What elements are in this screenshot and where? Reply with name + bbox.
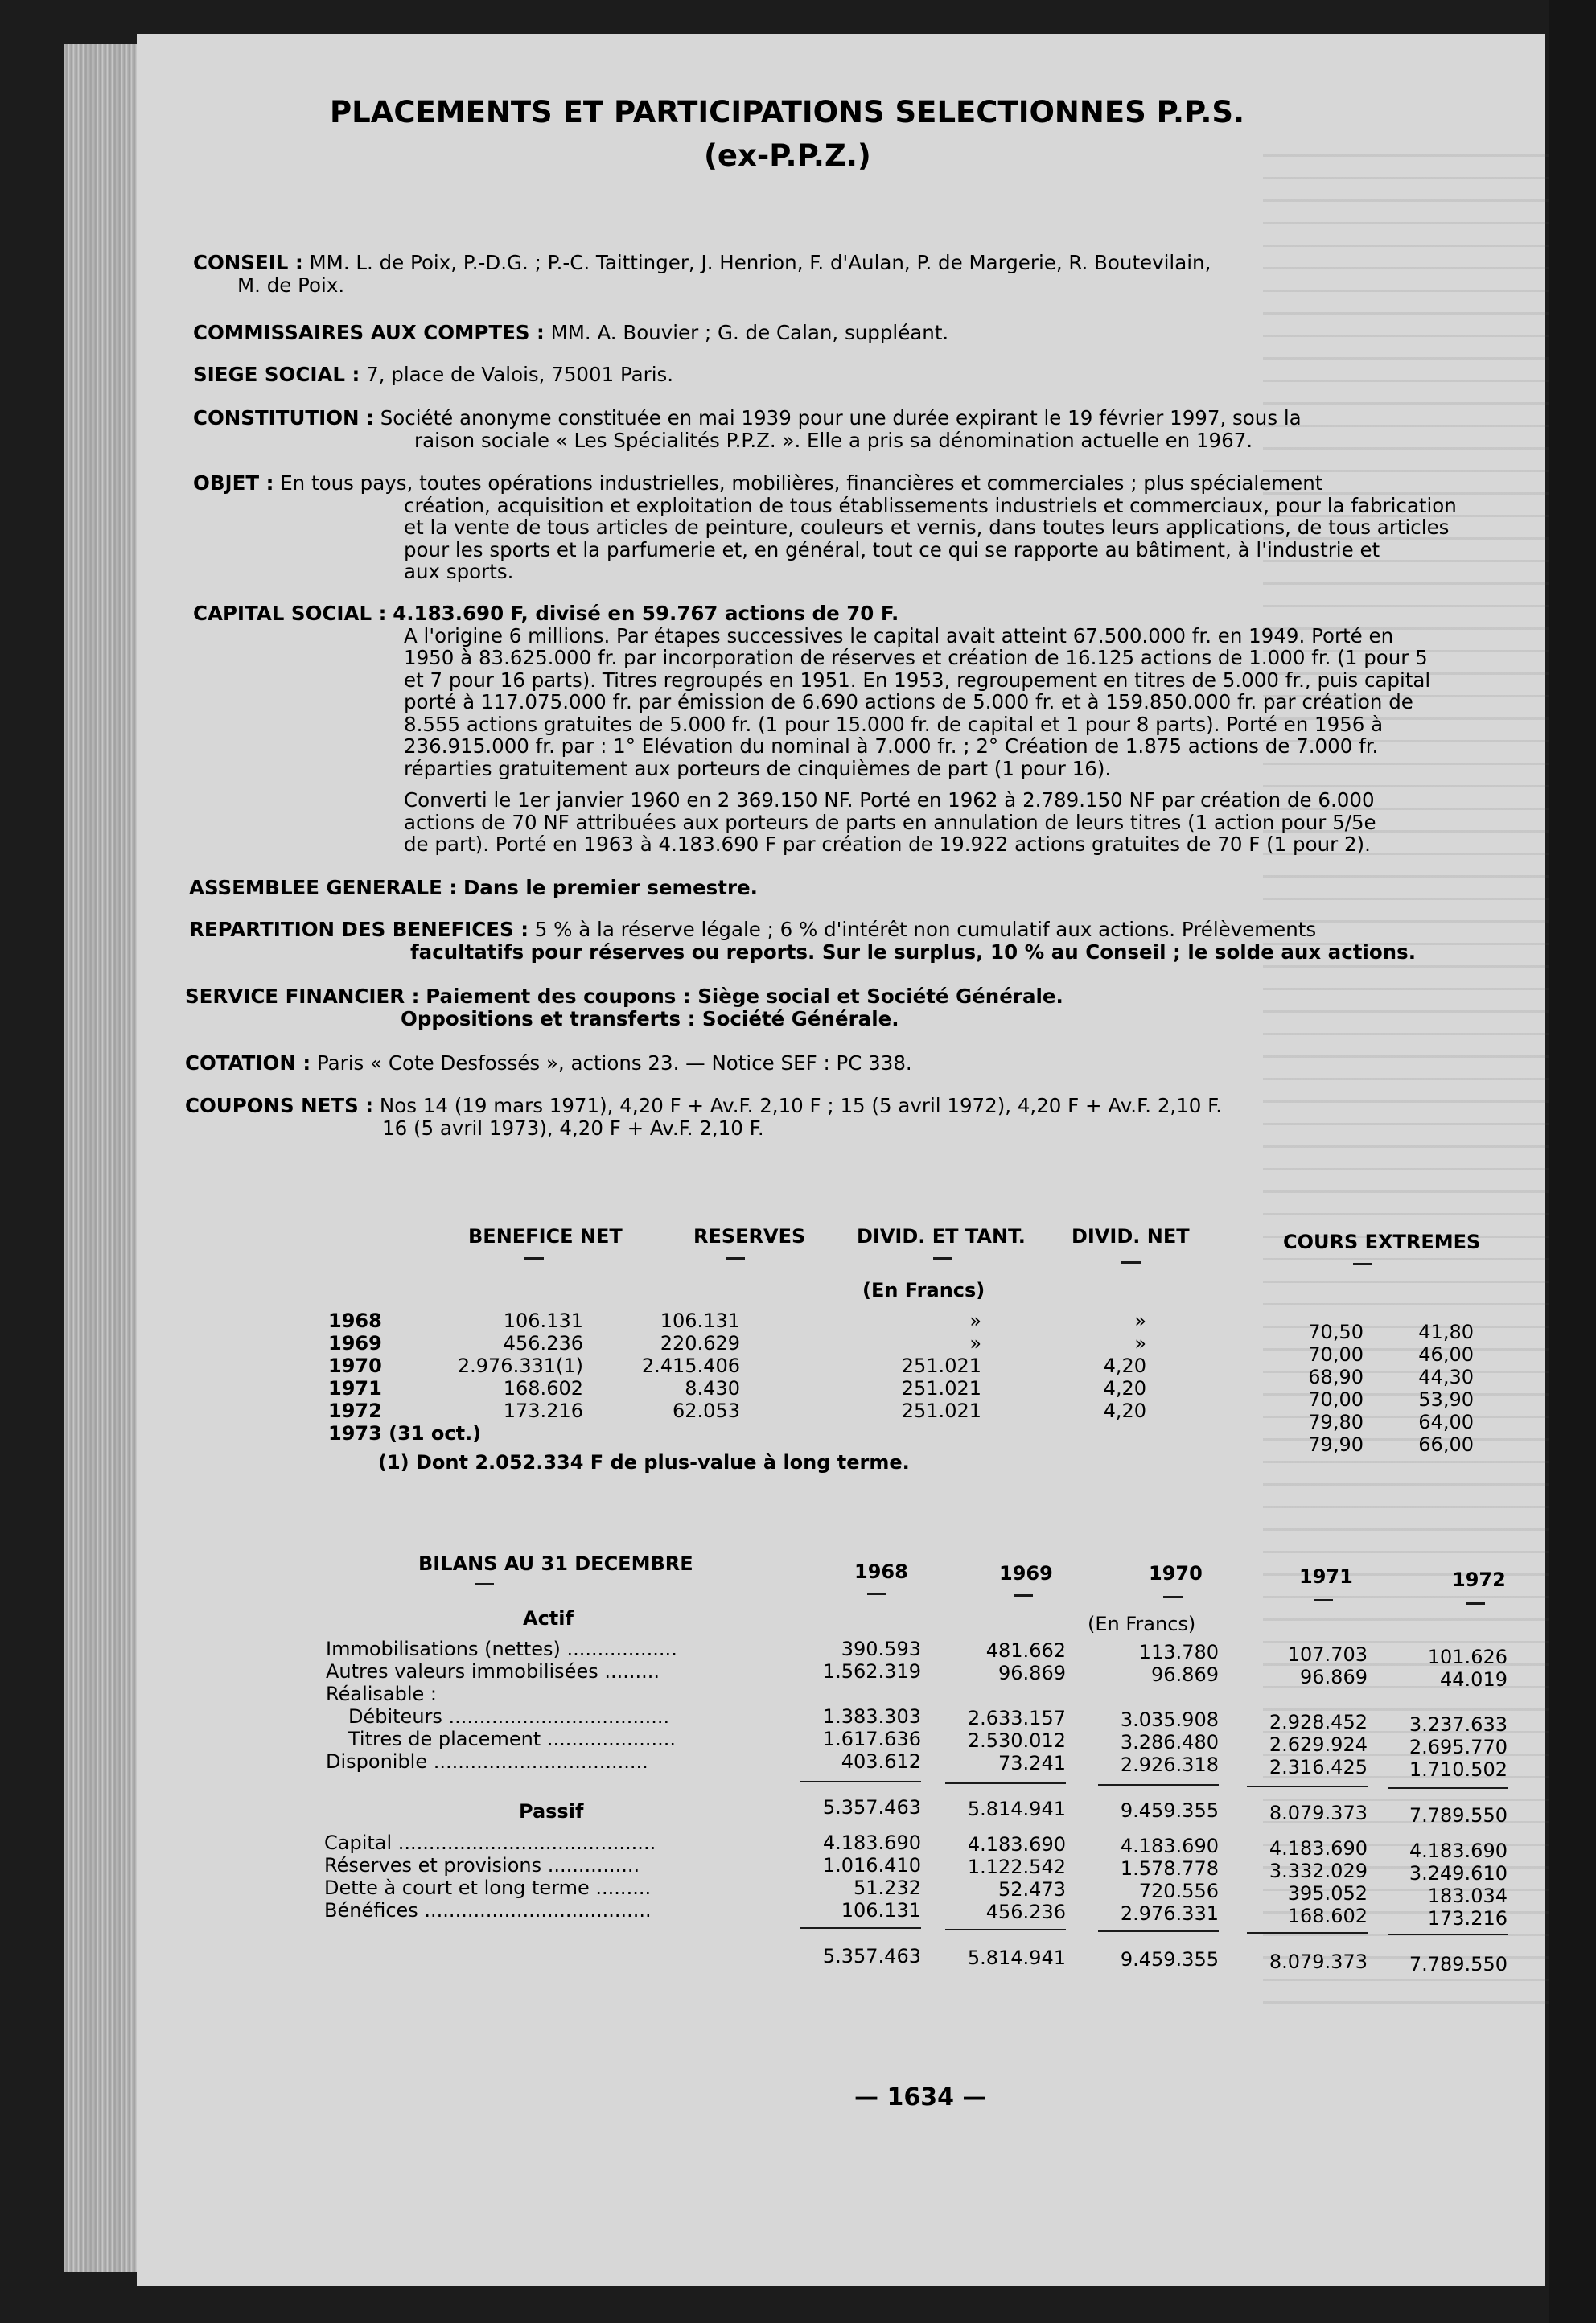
year-1969: 1969 bbox=[999, 1562, 1053, 1585]
actif-1970: 113.780 96.869 3.035.908 3.286.480 2.926.318 bbox=[1120, 1641, 1219, 1776]
actif-total-1969: 5.814.941 bbox=[967, 1798, 1066, 1820]
book-gutter bbox=[1549, 0, 1596, 2323]
section-service: SERVICE FINANCIER : Paiement des coupons : Siège social et Société Générale. Oppositions et transferts : Société Générale. bbox=[185, 985, 1063, 1030]
actif-total-1968: 5.357.463 bbox=[822, 1796, 921, 1819]
year-1968: 1968 bbox=[854, 1560, 908, 1583]
table-unit: (En Francs) bbox=[862, 1279, 985, 1301]
section-coupons: COUPONS NETS : Nos 14 (19 mars 1971), 4,20 F + Av.F. 2,10 F ; 15 (5 avril 1972), 4,20 F + Av.F. 2,10 F. 16 (5 avril 1973), 4,20 F + Av.F. 2,10 F. bbox=[185, 1094, 1223, 1140]
cours-bas-column: 41,80 46,00 44,30 53,90 64,00 66,00 bbox=[1418, 1321, 1474, 1456]
divid-tant-column: » » 251.021 251.021 251.021 bbox=[901, 1310, 981, 1422]
table-footnote: (1) Dont 2.052.334 F de plus-value à long terme. bbox=[378, 1451, 910, 1474]
col-header-divid-tant: DIVID. ET TANT. bbox=[857, 1225, 1026, 1248]
passif-labels: Capital .......................................... Réserves et provisions ............... Dette à court et long terme ......... Bénéfices ..................................... bbox=[324, 1832, 656, 1922]
cours-haut-column: 70,50 70,00 68,90 70,00 79,80 79,90 bbox=[1308, 1321, 1364, 1456]
section-key: CONSEIL : bbox=[193, 251, 303, 274]
section-repartition: REPARTITION DES BENEFICES : 5 % à la réserve légale ; 6 % d'intérêt non cumulatif aux actions. Prélèvements facultatifs pour réserves ou reports. Sur le surplus, 10 % au Conseil ; le solde aux actions. bbox=[189, 918, 1417, 964]
actif-total-1970: 9.459.355 bbox=[1120, 1799, 1219, 1822]
col-header-divid-net: DIVID. NET bbox=[1072, 1225, 1190, 1248]
section-constitution: CONSTITUTION : Société anonyme constituée en mai 1939 pour une durée expirant le 19 février 1997, sous la raison sociale « Les Spécialités P.P.Z. ». Elle a pris sa dénomination actuelle en 1967. bbox=[193, 406, 1302, 452]
passif-1968: 4.183.690 1.016.410 51.232 106.131 bbox=[822, 1832, 921, 1922]
col-header-benefice: BENEFICE NET bbox=[468, 1225, 623, 1248]
passif-total-1971: 8.079.373 bbox=[1269, 1951, 1368, 1973]
year-1971: 1971 bbox=[1299, 1565, 1353, 1588]
document-subtitle: (ex-P.P.Z.) bbox=[704, 138, 871, 173]
passif-total-1969: 5.814.941 bbox=[967, 1947, 1066, 1969]
years-column: 1968 1969 1970 1971 1972 1973 (31 oct.) bbox=[328, 1310, 482, 1445]
section-conseil: CONSEIL : MM. L. de Poix, P.-D.G. ; P.-C. Taittinger, J. Henrion, F. d'Aulan, P. de Margerie, R. Boutevilain, M. de Poix. bbox=[193, 251, 1211, 297]
section-cotation: COTATION : Paris « Cote Desfossés », actions 23. — Notice SEF : PC 338. bbox=[185, 1051, 912, 1075]
actif-label: Actif bbox=[523, 1607, 574, 1630]
passif-total-1968: 5.357.463 bbox=[822, 1945, 921, 1967]
benefice-column: 106.131 456.236 2.976.331(1) 168.602 173.216 bbox=[457, 1310, 583, 1422]
book-page-edges bbox=[64, 44, 145, 2272]
actif-total-1971: 8.079.373 bbox=[1269, 1802, 1368, 1824]
year-1972: 1972 bbox=[1452, 1569, 1506, 1591]
divid-net-column: » » 4,20 4,20 4,20 bbox=[1103, 1310, 1146, 1422]
passif-1971: 4.183.690 3.332.029 395.052 168.602 bbox=[1269, 1837, 1368, 1927]
actif-1972: 101.626 44.019 3.237.633 2.695.770 1.710.502 bbox=[1409, 1646, 1508, 1781]
passif-label: Passif bbox=[519, 1800, 584, 1823]
section-capital: CAPITAL SOCIAL : 4.183.690 F, divisé en 59.767 actions de 70 F. A l'origine 6 millions. Par étapes successives le capital avait atteint 67.500.000 fr. en 1949. Porté en 1950 à 83.625.000 fr. par incorporation de réserves et création de 16.125 actions de 1.000 fr. (1 pour 5 et 7 pour 16 parts). Titres regroupés en 1951. En 1953, regroupement en titres de 5.000 fr., puis capital porté à 117.075.000 fr. par émission de 6.690 actions de 5.000 fr. et à 159.850.000 fr. par création de 8.555 actions gratuites de 5.000 fr. (1 pour 15.000 fr. de capital et 1 pour 8 parts). Porté en 1956 à 236.915.000 fr. par : 1° Elévation du nominal à 7.000 fr. ; 2° Création de 1.875 actions de 7.000 fr. réparties gratuitement aux porteurs de cinquièmes de part (1 pour 16). Converti le 1er janvier 1960 en 2 369.150 NF. Porté en 1962 à 2.789.150 NF par création de 6.000 actions de 70 NF attribuées aux porteurs de parts en annulation de leurs titres (1 action pour 5/5e de part). Porté en 1963 à 4.183.690 F par création de 19.922 actions gratuites de 70 F (1 pour 2). bbox=[193, 602, 1431, 856]
passif-1970: 4.183.690 1.578.778 720.556 2.976.331 bbox=[1120, 1835, 1219, 1925]
year-1970: 1970 bbox=[1149, 1562, 1203, 1585]
page-number: — 1634 — bbox=[854, 2083, 987, 2111]
actif-labels: Immobilisations (nettes) .................. Autres valeurs immobilisées ......... Réalisable : Débiteurs .................................... Titres de placement ..................... Disponible ................................... bbox=[326, 1638, 677, 1773]
passif-total-1972: 7.789.550 bbox=[1409, 1953, 1508, 1976]
col-header-reserves: RESERVES bbox=[693, 1225, 806, 1248]
passif-total-1970: 9.459.355 bbox=[1120, 1948, 1219, 1971]
section-siege: SIEGE SOCIAL : 7, place de Valois, 75001 Paris. bbox=[193, 363, 674, 386]
balance-unit: (En Francs) bbox=[1088, 1613, 1196, 1635]
col-header-cours: COURS EXTREMES bbox=[1283, 1231, 1481, 1253]
passif-1972: 4.183.690 3.249.610 183.034 173.216 bbox=[1409, 1840, 1508, 1930]
balance-title: BILANS AU 31 DECEMBRE bbox=[418, 1552, 693, 1575]
passif-1969: 4.183.690 1.122.542 52.473 456.236 bbox=[967, 1833, 1066, 1923]
actif-1969: 481.662 96.869 2.633.157 2.530.012 73.241 bbox=[967, 1639, 1066, 1774]
section-commissaires: COMMISSAIRES AUX COMPTES : MM. A. Bouvier ; G. de Calan, suppléant. bbox=[193, 321, 949, 344]
actif-1968: 390.593 1.562.319 1.383.303 1.617.636 403.612 bbox=[822, 1638, 921, 1773]
document-title: PLACEMENTS ET PARTICIPATIONS SELECTIONNES P.P.S. bbox=[330, 95, 1245, 130]
actif-total-1972: 7.789.550 bbox=[1409, 1804, 1508, 1827]
section-objet: OBJET : En tous pays, toutes opérations industrielles, mobilières, financières et commerciales ; plus spécialement création, acquisition et exploitation de tous établissements industriels et commerciaux, pour la fabrication et la vente de tous articles de peinture, couleurs et vernis, dans toutes leurs applications, de tous articles pour les sports et la parfumerie et, en général, tout ce qui se rapporte au bâtiment, à l'industrie et aux sports. bbox=[193, 471, 1457, 583]
reserves-column: 106.131 220.629 2.415.406 8.430 62.053 bbox=[641, 1310, 740, 1422]
actif-1971: 107.703 96.869 2.928.452 2.629.924 2.316.425 bbox=[1269, 1643, 1368, 1778]
section-assemblee: ASSEMBLEE GENERALE : Dans le premier semestre. bbox=[189, 876, 758, 899]
